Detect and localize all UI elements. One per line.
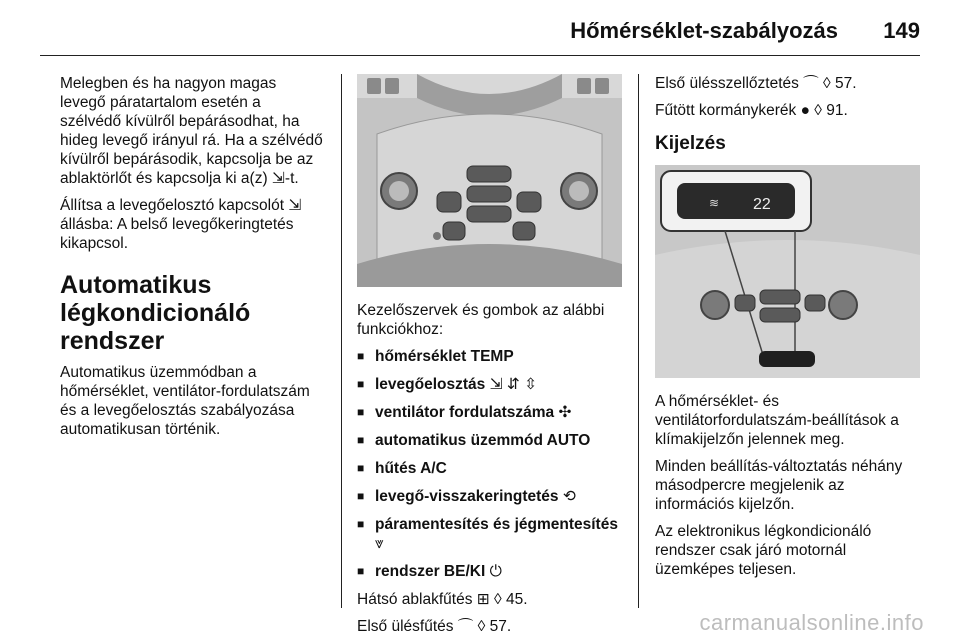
column-left [60, 74, 326, 447]
feature-recirculation-label: levegő-visszakeringtetés [375, 488, 559, 505]
control-panel-photo [357, 74, 622, 287]
feature-fan-speed-label: ventilátor fordulatszáma [375, 404, 555, 421]
column-right [655, 74, 920, 587]
feature-air-distribution-label: levegőelosztás [375, 376, 486, 393]
display-changes-info: Minden beállítás-változtatás néhány másodpercre megjelenik az információs kijelzőn. [655, 458, 903, 513]
recirculation-icon: ⟲ [562, 488, 576, 505]
column-divider [341, 74, 342, 608]
climate-display-illustration [655, 165, 920, 378]
fan-icon: ✣ [558, 404, 572, 421]
feature-cooling [357, 459, 622, 478]
column-divider [638, 74, 639, 608]
feature-recirculation [357, 487, 622, 506]
page-header [0, 0, 960, 56]
display-photo [655, 165, 920, 378]
section-heading-automatic-ac: Automatikus légkondicionáló rendszer [60, 271, 251, 355]
header-divider [40, 55, 920, 56]
engine-running-note: Az elektronikus légkondicionáló rendszer csak járó motornál üzemképes teljesen. [655, 523, 872, 578]
column-middle [357, 74, 622, 644]
air-distribution-icon: ⇲ ⇵ ⇳ [489, 376, 538, 393]
display-fan-indicator: ≋ [709, 196, 720, 210]
paragraph-air-distribution: Állítsa a levegőelosztó kapcsolót ⇲ állásba: A belső levegőkeringtetés kikapcsol. [60, 197, 302, 252]
controls-intro: Kezelőszervek és gombok az alábbi funkciókhoz: [357, 302, 605, 338]
display-temperature-reading: 22 [753, 196, 771, 213]
feature-auto-mode [357, 431, 622, 450]
defrost-icon: ⩔ [375, 535, 384, 552]
page-number: 149 [883, 18, 920, 43]
paragraph-automatic-mode: Automatikus üzemmódban a hőmérséklet, ventilátor-fordulatszám és a levegőelosztás szabályozása automatikusan történik. [60, 364, 310, 438]
feature-defrost [357, 515, 622, 553]
feature-system-power [357, 562, 622, 581]
feature-list [357, 347, 622, 581]
front-seat-heating: Első ülésfűtés ⌒ ◊ 57. [357, 618, 512, 635]
feature-defrost-label: páramentesítés és jégmentesítés [375, 516, 618, 533]
feature-auto-mode-label: automatikus üzemmód AUTO [375, 432, 591, 449]
control-panel-illustration [357, 74, 622, 287]
feature-air-distribution [357, 375, 622, 394]
seat-ventilation: Első ülésszellőztetés ⌒ ◊ 57. [655, 75, 857, 92]
feature-temp-label: hőmérséklet TEMP [375, 348, 514, 365]
section-heading-display: Kijelzés [655, 133, 726, 154]
watermark: carmanualsonline.info [699, 610, 924, 635]
feature-temp [357, 347, 622, 366]
display-settings-info: A hőmérséklet- és ventilátorfordulatszám-beállítások a klímakijelzőn jelennek meg. [655, 393, 899, 448]
page-title: Hőmérséklet-szabályozás [570, 18, 838, 43]
feature-fan-speed [357, 403, 622, 422]
power-icon: ⏻ [489, 563, 502, 580]
feature-cooling-label: hűtés A/C [375, 460, 447, 477]
rear-window-heating: Hátsó ablakfűtés ⊞ ◊ 45. [357, 591, 528, 608]
heated-steering-wheel: Fűtött kormánykerék ● ◊ 91. [655, 102, 848, 119]
paragraph-fogging: Melegben és ha nagyon magas levegő páratartalom esetén a szélvédő kívülről bepárásodhat, ha hideg levegő irányul rá. Ha a szélvédő kívülről bepárásodik, kapcsolja be az ablaktörlőt és kapcsolja ki a(z) ⇲-t. [60, 75, 323, 187]
feature-system-power-label: rendszer BE/KI [375, 563, 486, 580]
